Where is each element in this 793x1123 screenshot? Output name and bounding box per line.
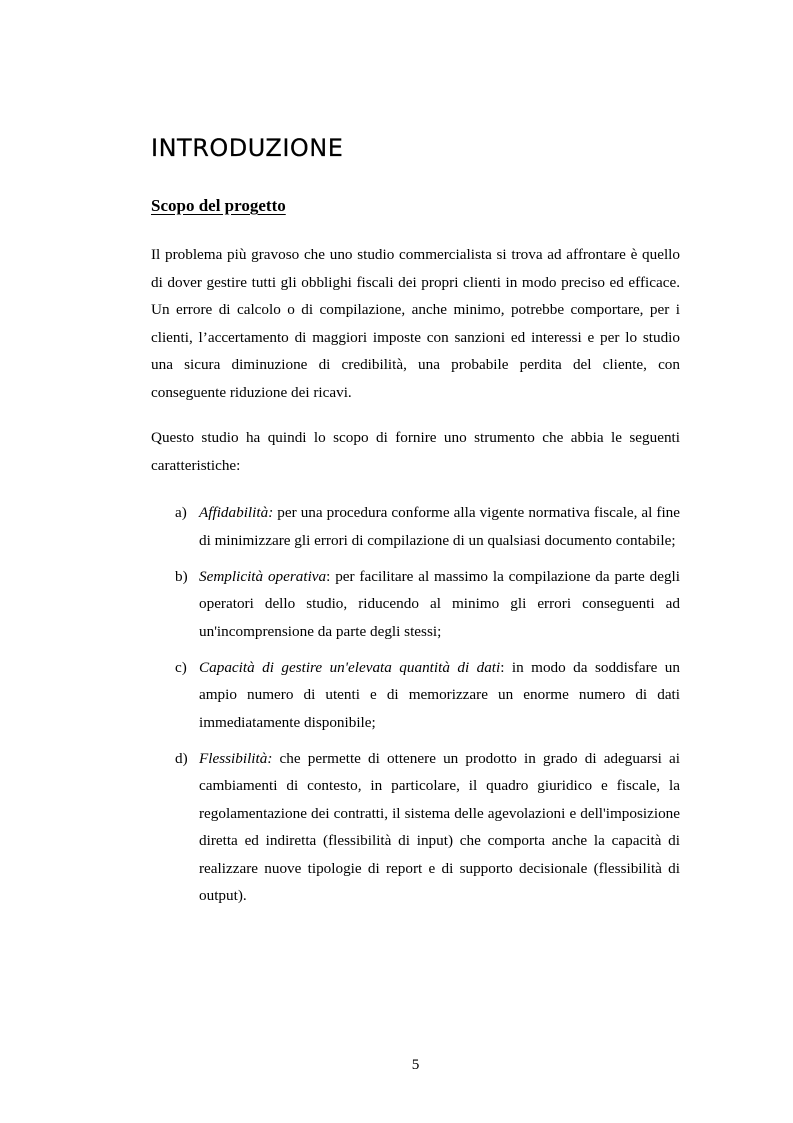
list-item-capacita [151,654,680,737]
list-marker: d) [175,749,188,767]
paragraph-purpose: Questo studio ha quindi lo scopo di fornire uno strumento che abbia le seguenti caratteristiche: [151,429,680,474]
list-text: : in modo da soddisfare un ampio numero di utenti e di memorizzare un enorme numero di dati immediatamente disponibile; [199,658,680,731]
list-marker: a) [175,504,187,521]
list-item-semplicita [151,563,680,646]
list-text: : per facilitare al massimo la compilazione da parte degli operatori dello studio, riducendo al minimo gli errori conseguenti ad un'incomprensione da parte degli stessi; [199,567,680,640]
characteristics-list [151,499,680,918]
document-page [151,0,680,1123]
list-item-flessibilita [151,745,680,910]
list-text: che permette di ottenere un prodotto in grado di adeguarsi ai cambiamenti di contesto, in particolare, il quadro giuridico e fiscale, la regolamentazione dei contratti, il sistema delle agevolazioni e dell'imposizione diretta ed indiretta (flessibilità di input) che comporta anche la capacità di realizzare nuove tipologie di report e di supporto decisionale (flessibilità di output). [199,749,680,904]
section-title: Scopo del progetto [151,196,286,215]
paragraph-problem: Il problema più gravoso che uno studio commercialista si trova ad affrontare è quello di dover gestire tutti gli obblighi fiscali dei propri clienti in modo preciso ed efficace. Un errore di calcolo o di compilazione, anche minimo, potrebbe comportare, per i clienti, l’accertamento di maggiori imposte con sanzioni ed interessi e per lo studio una sicura diminuzione di credibilità, una probabile perdita del cliente, con conseguente riduzione dei ricavi. [151,246,680,401]
list-item-affidabilita [151,499,680,554]
list-term: Flessibilità: [199,749,273,767]
list-term: Capacità di gestire un'elevata quantità di dati [199,658,501,676]
list-text: per una procedura conforme alla vigente normativa fiscale, al fine di minimizzare gli errori di compilazione di un qualsiasi documento contabile; [199,504,680,549]
chapter-title: INTRODUZIONE [151,134,344,162]
list-term: Semplicità operativa [199,567,327,585]
list-marker: c) [175,658,187,676]
list-term: Affidabilità: [199,504,274,521]
list-marker: b) [175,567,188,585]
page-number: 5 [411,1056,420,1073]
